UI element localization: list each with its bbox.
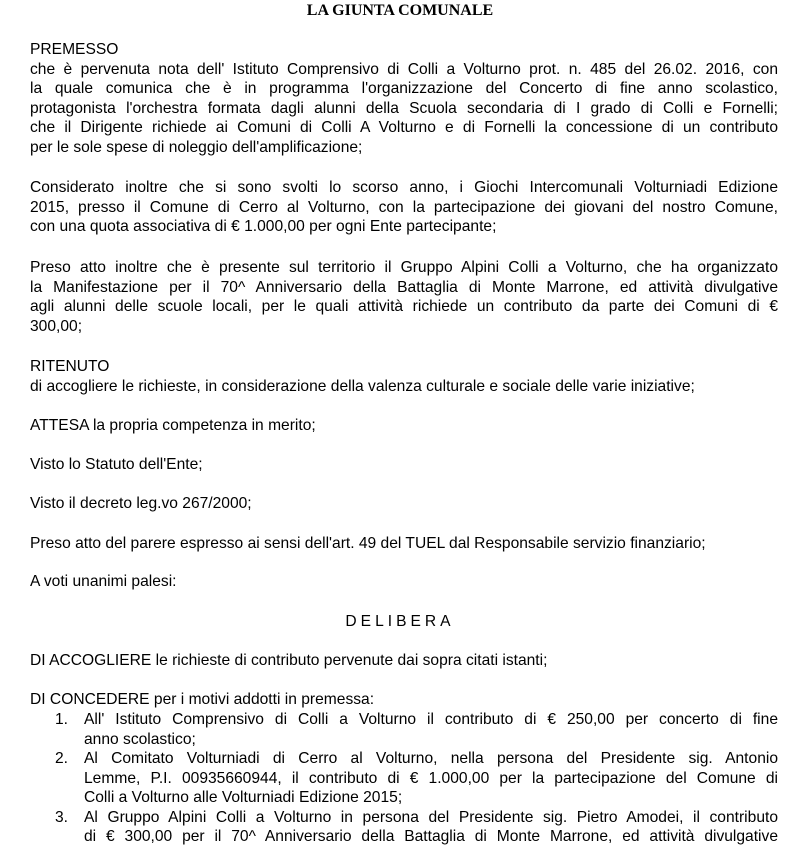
concedere-text: DI CONCEDERE per i motivi addotti in premessa: <box>30 691 375 708</box>
visto-statuto-paragraph <box>30 455 778 475</box>
list-item-line: All' Istituto Comprensivo di Colli a Volturno il contributo di € 250,00 per concerto di fine <box>84 711 778 728</box>
list-item <box>30 710 778 749</box>
ritenuto-heading: RITENUTO <box>30 358 110 375</box>
list-item-number: 3. <box>55 808 69 826</box>
list-item-line: Colli a Volturno alle Volturniadi Edizione 2015; <box>84 789 403 806</box>
list-item-line: Lemme, P.I. 00935660944, il contributo di € 1.000,00 per la partecipazione del Comune di <box>84 769 778 787</box>
voti-text: A voti unanimi palesi: <box>30 573 177 590</box>
premesso-line: la quale comunica che è in programma l'organizzazione del Concerto di fine anno scolastico, <box>30 80 778 97</box>
list-item-number: 1. <box>55 711 69 728</box>
premesso-heading: PREMESSO <box>30 41 119 58</box>
parere-paragraph <box>30 534 778 554</box>
attesa-text: ATTESA la propria competenza in merito; <box>30 417 316 434</box>
parere-text: Preso atto del parere espresso ai sensi dell'art. 49 del TUEL dal Responsabile servizio finanziario; <box>30 535 706 552</box>
attesa-paragraph <box>30 416 778 436</box>
delibera-heading: DELIBERA <box>345 613 455 630</box>
list-item-number: 2. <box>55 750 69 767</box>
contributi-list <box>30 710 778 847</box>
list-item <box>30 808 778 847</box>
list-item <box>30 749 778 808</box>
accogliere-paragraph <box>30 651 778 671</box>
ritenuto-section <box>30 357 778 396</box>
voti-paragraph <box>30 572 778 592</box>
considerato-line: Considerato inoltre che si sono svolti lo scorso anno, i Giochi Intercomunali Volturniadi Edizione <box>30 179 778 196</box>
concedere-paragraph <box>30 690 778 710</box>
considerato-line: 2015, presso il Comune di Cerro al Volturno, con la partecipazione dei giovani del nostro Comune, <box>30 198 778 216</box>
visto-decreto-paragraph <box>30 494 778 514</box>
preso-atto-line: agli alunni delle scuole locali, per le quali attività richiede un contributo da parte dei Comuni di € <box>30 298 778 315</box>
list-item-line: di € 300,00 per il 70^ Anniversario della Battaglia di Monte Marrone, ed attività divulgative <box>84 828 778 845</box>
ritenuto-text: di accogliere le richieste, in considerazione della valenza culturale e sociale delle varie iniziative; <box>30 377 695 395</box>
list-item-line: Al Comitato Volturniadi di Cerro al Volturno, nella persona del Presidente sig. Antonio <box>84 750 778 767</box>
premesso-line: protagonista l'orchestra formata dagli alunni della Scuola secondaria di I grado di Colli e Fornelli; <box>30 99 778 117</box>
premesso-line: che è pervenuta nota dell' Istituto Comprensivo di Colli a Volturno prot. n. 485 del 26.02. 2016, con <box>30 60 778 78</box>
premesso-line: che il Dirigente richiede ai Comuni di Colli A Volturno e di Fornelli la concessione di un contributo <box>30 119 778 136</box>
visto-decreto-text: Visto il decreto leg.vo 267/2000; <box>30 495 252 512</box>
accogliere-text: DI ACCOGLIERE le richieste di contributo pervenute dai sopra citati istanti; <box>30 652 548 669</box>
premesso-line: per le sole spese di noleggio dell'amplificazione; <box>30 138 363 156</box>
preso-atto-paragraph <box>30 258 778 336</box>
preso-atto-line: la Manifestazione per il 70^ Anniversario della Battaglia di Monte Marrone, ed attività divulgative <box>30 278 778 296</box>
considerato-line: con una quota associativa di € 1.000,00 per ogni Ente partecipante; <box>30 218 497 235</box>
visto-statuto-text: Visto lo Statuto dell'Ente; <box>30 456 203 473</box>
premesso-section <box>30 40 778 157</box>
document-title: LA GIUNTA COMUNALE <box>306 2 494 19</box>
list-item-line: Al Gruppo Alpini Colli a Volturno in persona del Presidente sig. Pietro Amodei, il contributo <box>84 808 778 826</box>
considerato-paragraph <box>30 178 778 237</box>
preso-atto-line: Preso atto inoltre che è presente sul territorio il Gruppo Alpini Colli a Volturno, che ha organizzato <box>30 259 778 276</box>
preso-atto-line: 300,00; <box>30 317 83 335</box>
list-item-line: anno scolastico; <box>84 730 196 748</box>
